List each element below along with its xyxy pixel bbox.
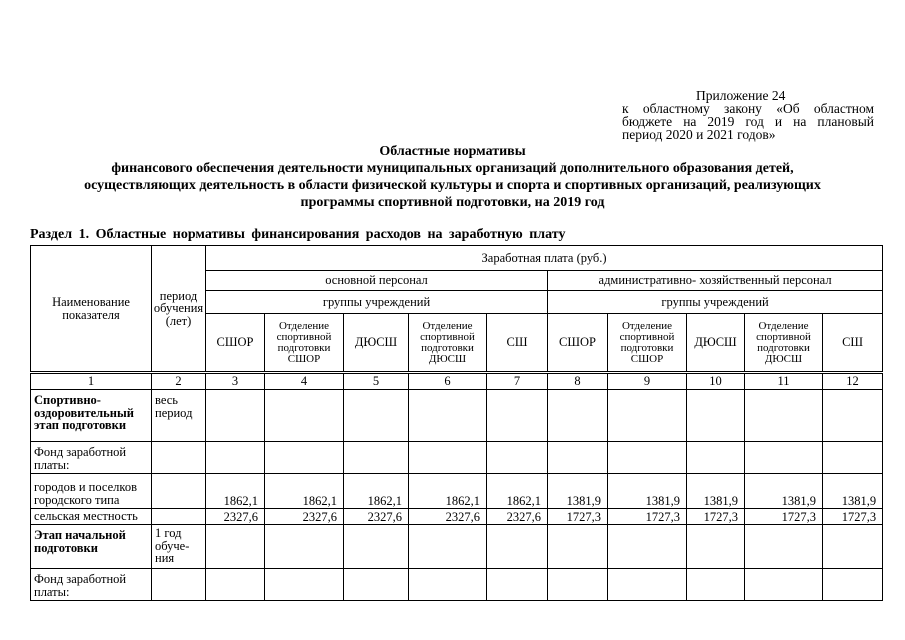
value-cell [687, 390, 745, 442]
table-row [31, 509, 883, 525]
value-cell: 1381,9 [548, 474, 608, 509]
value-cell: 1727,3 [745, 509, 823, 525]
value-cell [344, 442, 409, 474]
header-institution: ДЮСШ [344, 314, 409, 373]
column-number: 1 [31, 373, 152, 390]
header-institution: Отделение спортивной подготовки СШОР [608, 314, 687, 373]
value-cell [344, 569, 409, 601]
row-name: городов и поселков городского типа [31, 474, 152, 509]
value-cell [206, 390, 265, 442]
value-cell: 1727,3 [823, 509, 883, 525]
value-cell [745, 569, 823, 601]
value-cell [265, 390, 344, 442]
column-number: 9 [608, 373, 687, 390]
document-heading [0, 143, 905, 211]
value-cell: 1727,3 [608, 509, 687, 525]
value-cell [344, 525, 409, 569]
appendix-line: к областному закону «Об областном [622, 101, 874, 116]
value-cell [265, 525, 344, 569]
value-cell: 1381,9 [823, 474, 883, 509]
value-cell [409, 390, 487, 442]
table-row [31, 569, 883, 601]
table-row [31, 474, 883, 509]
row-name: Этап начальной подготовки [31, 525, 152, 569]
column-number: 11 [745, 373, 823, 390]
section-title: Раздел 1. Областные нормативы финансирования расходов на заработную плату [30, 227, 566, 242]
header-main-staff: основной персонал [206, 271, 548, 291]
header-institution: Отделение спортивной подготовки ДЮСШ [409, 314, 487, 373]
appendix-block [622, 89, 874, 141]
value-cell [548, 442, 608, 474]
value-cell [745, 390, 823, 442]
column-number: 3 [206, 373, 265, 390]
row-name: Фонд заработной платы: [31, 442, 152, 474]
value-cell [548, 569, 608, 601]
value-cell: 2327,6 [344, 509, 409, 525]
document-title: Областные нормативы [379, 144, 526, 159]
header-institution-groups: группы учреждений [206, 291, 548, 314]
header-institution: СШОР [548, 314, 608, 373]
header-institution: СШ [823, 314, 883, 373]
column-number: 5 [344, 373, 409, 390]
value-cell [823, 390, 883, 442]
appendix-title: Приложение 24 [696, 88, 786, 103]
value-cell [265, 569, 344, 601]
column-number: 4 [265, 373, 344, 390]
row-name: сельская местность [31, 509, 152, 525]
value-cell [487, 442, 548, 474]
value-cell [206, 525, 265, 569]
value-cell: 2327,6 [206, 509, 265, 525]
value-cell [206, 569, 265, 601]
row-period [152, 474, 206, 509]
row-period [152, 509, 206, 525]
value-cell [823, 569, 883, 601]
table-row [31, 390, 883, 442]
value-cell [687, 442, 745, 474]
header-institution: Отделение спортивной подготовки СШОР [265, 314, 344, 373]
value-cell [823, 442, 883, 474]
value-cell [487, 569, 548, 601]
value-cell [487, 525, 548, 569]
column-number: 10 [687, 373, 745, 390]
value-cell: 1381,9 [608, 474, 687, 509]
value-cell [745, 525, 823, 569]
value-cell [687, 569, 745, 601]
column-number: 2 [152, 373, 206, 390]
row-period: весь период [152, 390, 206, 442]
value-cell [745, 442, 823, 474]
value-cell [265, 442, 344, 474]
value-cell: 2327,6 [265, 509, 344, 525]
appendix-line: период 2020 и 2021 годов» [622, 127, 776, 142]
table-row [31, 442, 883, 474]
value-cell [409, 569, 487, 601]
value-cell: 1381,9 [745, 474, 823, 509]
value-cell: 1862,1 [265, 474, 344, 509]
row-period: 1 год обуче-ния [152, 525, 206, 569]
value-cell [687, 525, 745, 569]
value-cell [608, 525, 687, 569]
header-indicator: Наименование показателя [31, 246, 152, 373]
value-cell: 1727,3 [687, 509, 745, 525]
value-cell [409, 442, 487, 474]
header-institution: ДЮСШ [687, 314, 745, 373]
header-admin-staff: административно- хозяйственный персонал [548, 271, 883, 291]
column-number: 6 [409, 373, 487, 390]
header-institution: СШ [487, 314, 548, 373]
value-cell [608, 390, 687, 442]
value-cell: 1862,1 [487, 474, 548, 509]
value-cell [823, 525, 883, 569]
row-period [152, 442, 206, 474]
value-cell [608, 442, 687, 474]
document-subtitle-line: финансового обеспечения деятельности муниципальных организаций дополнительного образования детей, [111, 161, 794, 176]
value-cell: 1862,1 [206, 474, 265, 509]
document-subtitle-line: осуществляющих деятельность в области физической культуры и спорта и спортивных организаций, реализующих [84, 178, 821, 193]
value-cell [409, 525, 487, 569]
header-salary: Заработная плата (руб.) [206, 246, 883, 271]
row-name: Фонд заработной платы: [31, 569, 152, 601]
header-institution: Отделение спортивной подготовки ДЮСШ [745, 314, 823, 373]
row-name: Спортивно-оздоровительный этап подготовки [31, 390, 152, 442]
value-cell: 1862,1 [344, 474, 409, 509]
header-study-period: период обучения (лет) [152, 246, 206, 373]
header-institution-groups: группы учреждений [548, 291, 883, 314]
value-cell: 1862,1 [409, 474, 487, 509]
value-cell: 1727,3 [548, 509, 608, 525]
value-cell: 2327,6 [487, 509, 548, 525]
document-subtitle-line: программы спортивной подготовки, на 2019 год [300, 195, 605, 210]
column-number: 12 [823, 373, 883, 390]
value-cell: 2327,6 [409, 509, 487, 525]
value-cell [548, 390, 608, 442]
value-cell [487, 390, 548, 442]
value-cell: 1381,9 [687, 474, 745, 509]
header-institution: СШОР [206, 314, 265, 373]
salary-norms-table [30, 245, 883, 601]
appendix-line: бюджете на 2019 год и на плановый [622, 114, 874, 129]
row-period [152, 569, 206, 601]
value-cell [344, 390, 409, 442]
column-number: 7 [487, 373, 548, 390]
value-cell [608, 569, 687, 601]
value-cell [548, 525, 608, 569]
column-number: 8 [548, 373, 608, 390]
table-row [31, 525, 883, 569]
value-cell [206, 442, 265, 474]
